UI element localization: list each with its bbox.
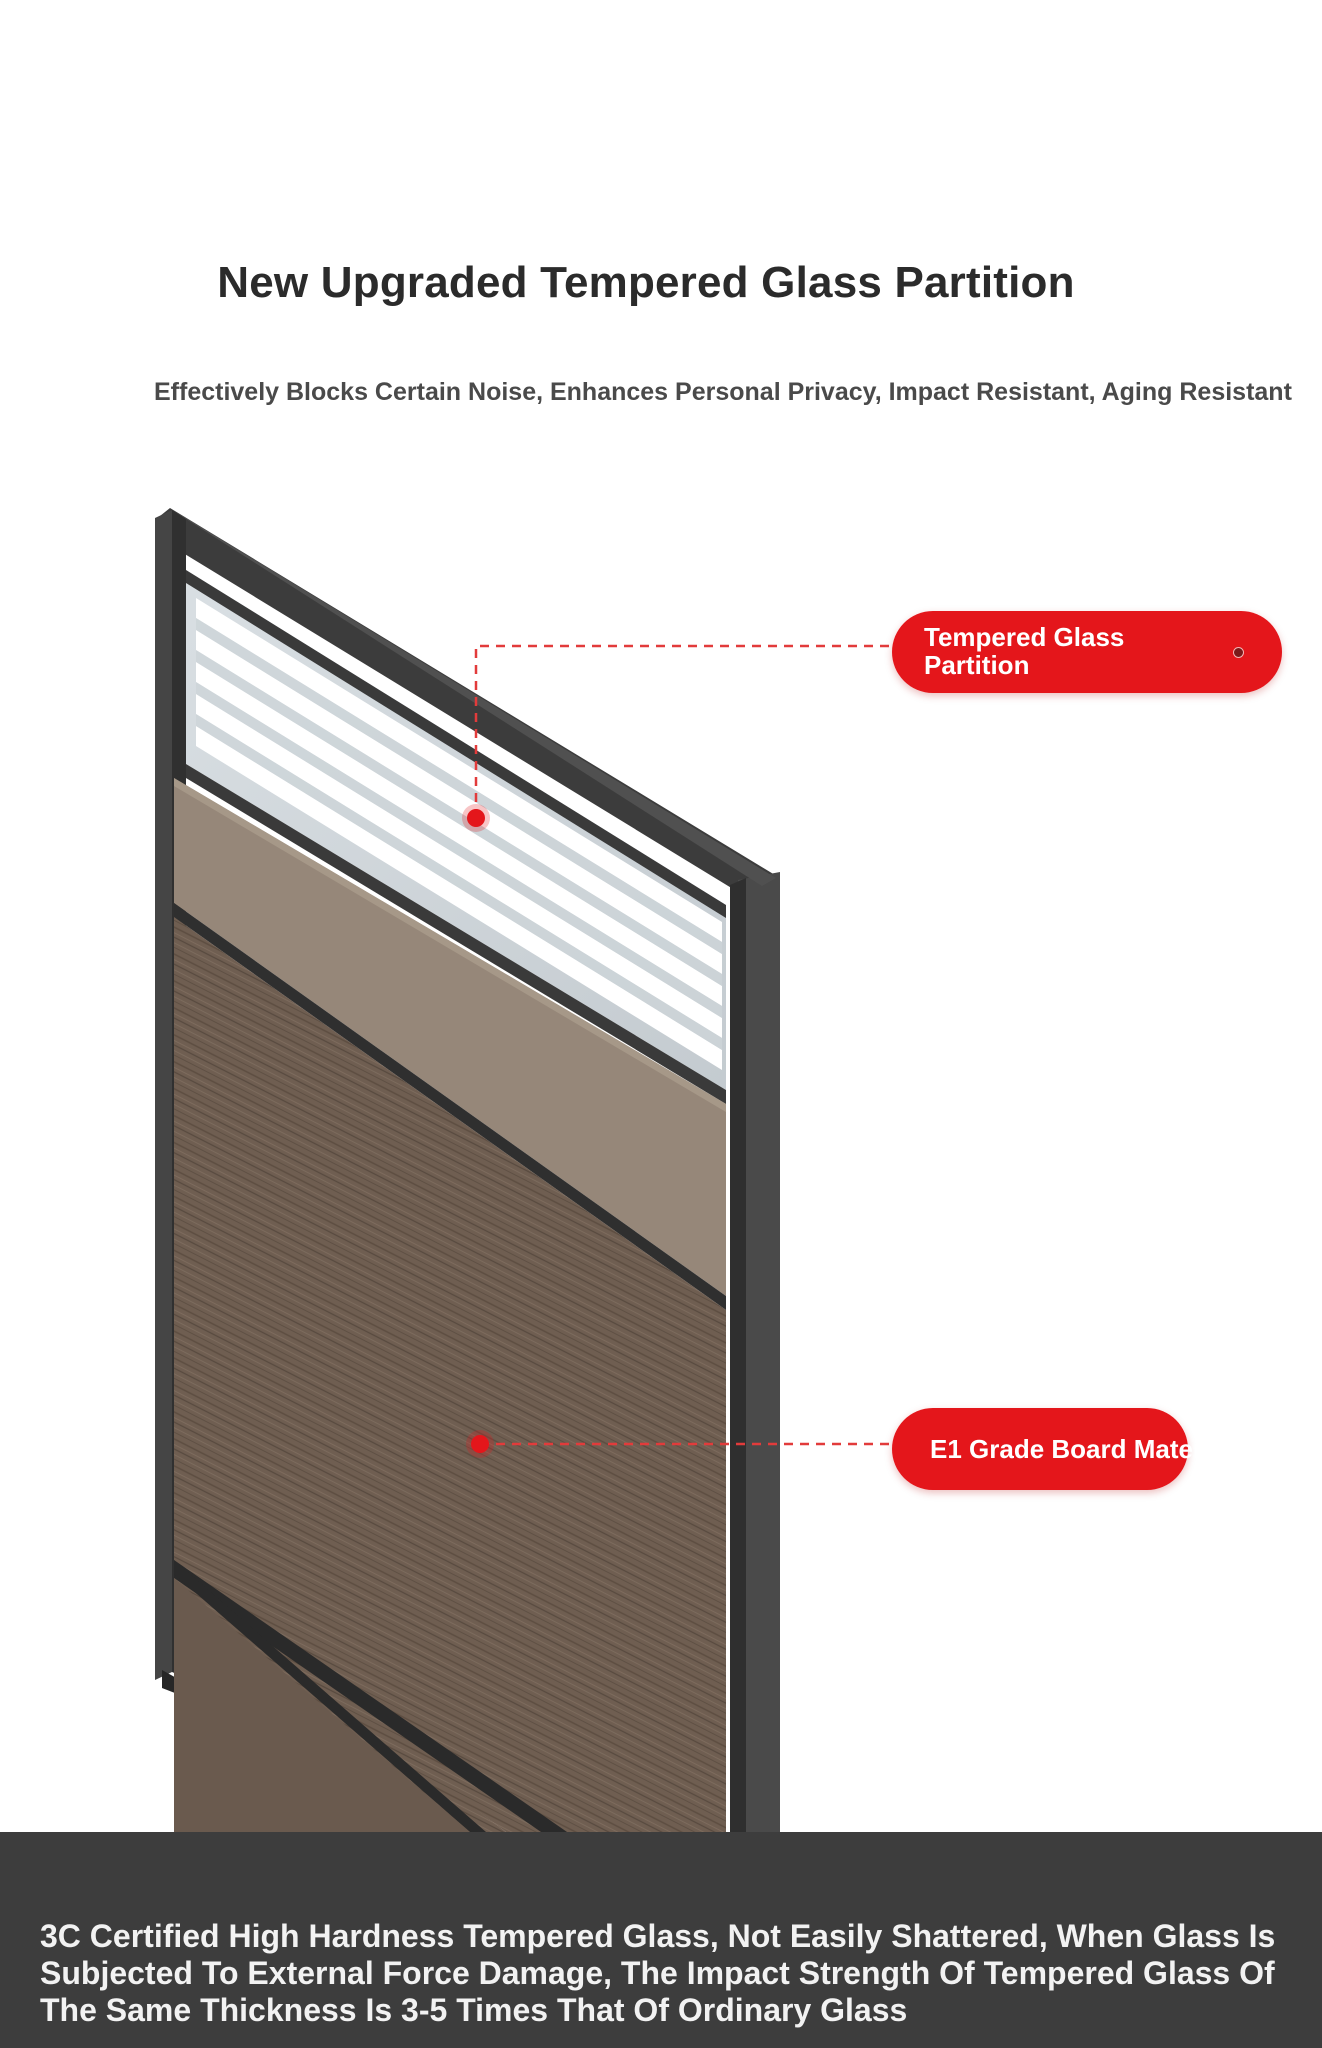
tempered-glass-callout [892,611,1282,693]
glass-marker-dot [462,804,490,832]
footer-description: 3C Certified High Hardness Tempered Glass, Not Easily Shattered, When Glass Is Subjected To External Force Damage, The Impact Strength Of Tempered Glass Of The Same Thickness Is 3-5 Times That Of Ordinary Glass [40,1918,1276,2028]
page-title: New Upgraded Tempered Glass Partition [217,258,1075,307]
board-material-callout [892,1408,1232,1490]
board-material-callout-label: E1 Grade Board Material [930,1434,1232,1464]
board-marker-dot [466,1430,494,1458]
page-subtitle: Effectively Blocks Certain Noise, Enhances Personal Privacy, Impact Resistant, Aging Resistant [154,378,1292,406]
callout-dot-icon [1233,647,1244,658]
tempered-glass-callout-label: Tempered Glass Partition [924,622,1125,680]
footer-banner [0,1832,1322,2048]
